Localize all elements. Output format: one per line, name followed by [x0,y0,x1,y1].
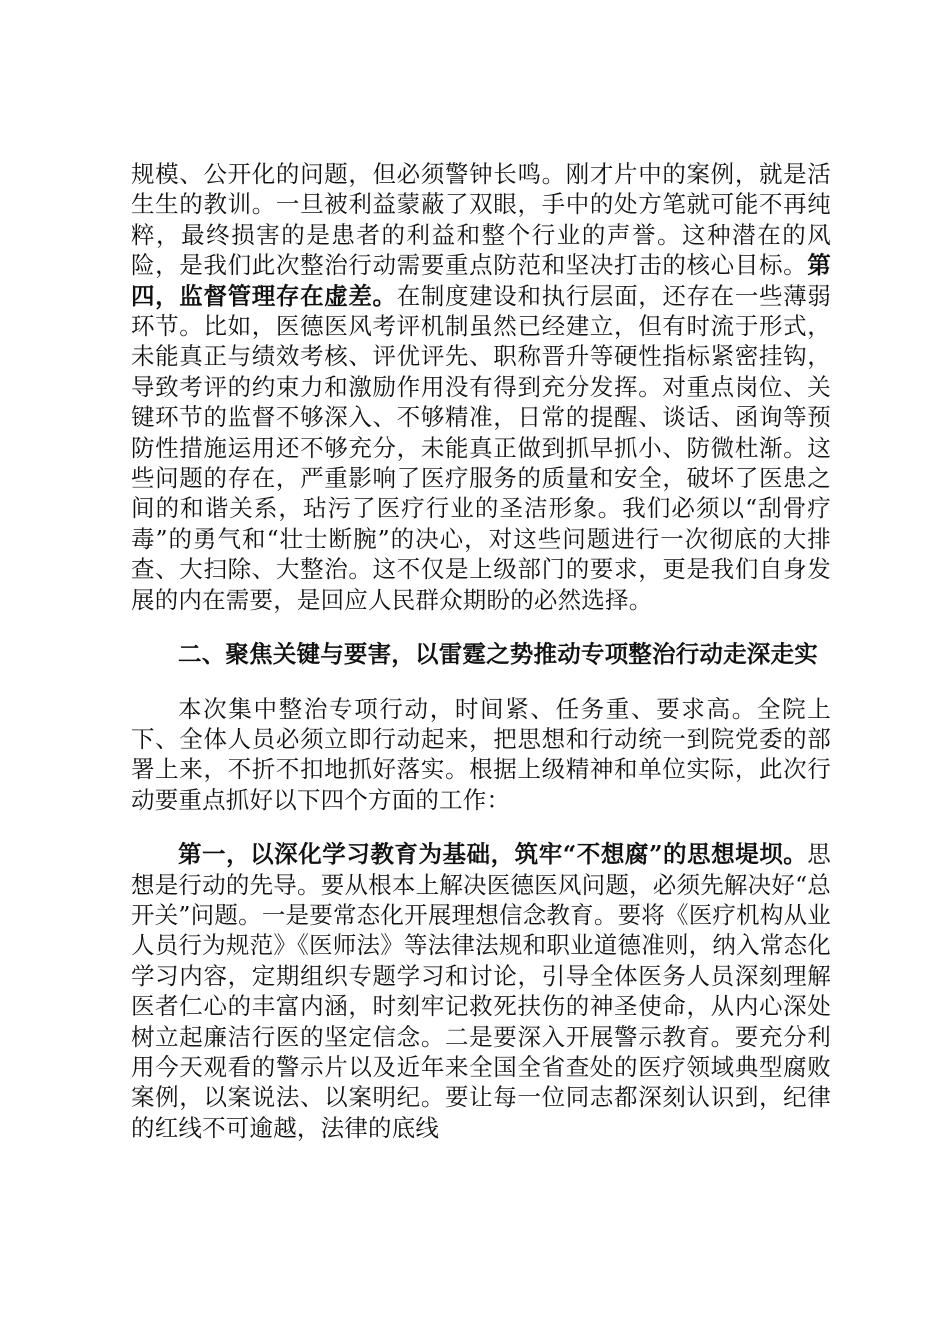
paragraph-text: 思想是行动的先导。要从根本上解决医德医风问题，必须先解决好“总开关”问题。一是要常态化开展理想信念教育。要将《医疗机构从业人员行为规范》《医师法》等法律法规和职业道德准则，纳入常态化学习内容，定期组织专题学习和讨论，引导全体医务人员深刻理解医者仁心的丰富内涵，时刻牢记救死扶伤的神圣使命，从内心深处树立起廉洁行医的坚定信念。二是要深入开展警示教育。要充分利用今天观看的警示片以及近年来全国全省查处的医疗领域典型腐败案例，以案说法、以案明纪。要让每一位同志都深刻认识到，纪律的红线不可逾越，法律的底线 [131,840,831,1142]
document-body [131,159,831,1143]
section-heading-two: 二、聚焦关键与要害，以雷霆之势推动专项整治行动走深走实 [178,640,818,669]
paragraph-point-one [131,839,831,1143]
paragraph-text: 规模、公开化的问题，但必须警钟长鸣。刚才片中的案例，就是活生生的教训。一旦被利益蒙蔽了双眼，手中的处方笔就可能不再纯粹，最终损害的是患者的利益和整个行业的声誉。这种潜在的风险，是我们此次整治行动需要重点防范和坚决打击的核心目标。 [131,160,831,280]
paragraph-problems-continued [131,159,831,615]
bold-point-one: 第一，以深化学习教育为基础，筑牢“不想腐”的思想堤坝。 [178,840,808,869]
bold-point-four: 第四，监督管理存在虚差。 [131,251,831,310]
paragraph-text: 在制度建设和执行层面，还存在一些薄弱环节。比如，医德医风考评机制虽然已经建立，但有时流于形式，未能真正与绩效考核、评优评先、职称晋升等硬性指标紧密挂钩，导致考评的约束力和激励作用没有得到充分发挥。对重点岗位、关键环节的监督不够深入、不够精准，日常的提醒、谈话、函询等预防性措施运用还不够充分，未能真正做到抓早抓小、防微杜渐。这些问题的存在，严重影响了医疗服务的质量和安全，破坏了医患之间的和谐关系，玷污了医疗行业的圣洁形象。我们必须以“刮骨疗毒”的勇气和“壮士断腕”的决心，对这些问题进行一次彻底的大排查、大扫除、大整治。这不仅是上级部门的要求，更是我们自身发展的内在需要，是回应人民群众期盼的必然选择。 [131,281,831,614]
paragraph-action-intro: 本次集中整治专项行动，时间紧、任务重、要求高。全院上下、全体人员必须立即行动起来，把思想和行动统一到院党委的部署上来，不折不扣地抓好落实。根据上级精神和单位实际，此次行动要重点抓好以下四个方面的工作： [131,694,831,814]
